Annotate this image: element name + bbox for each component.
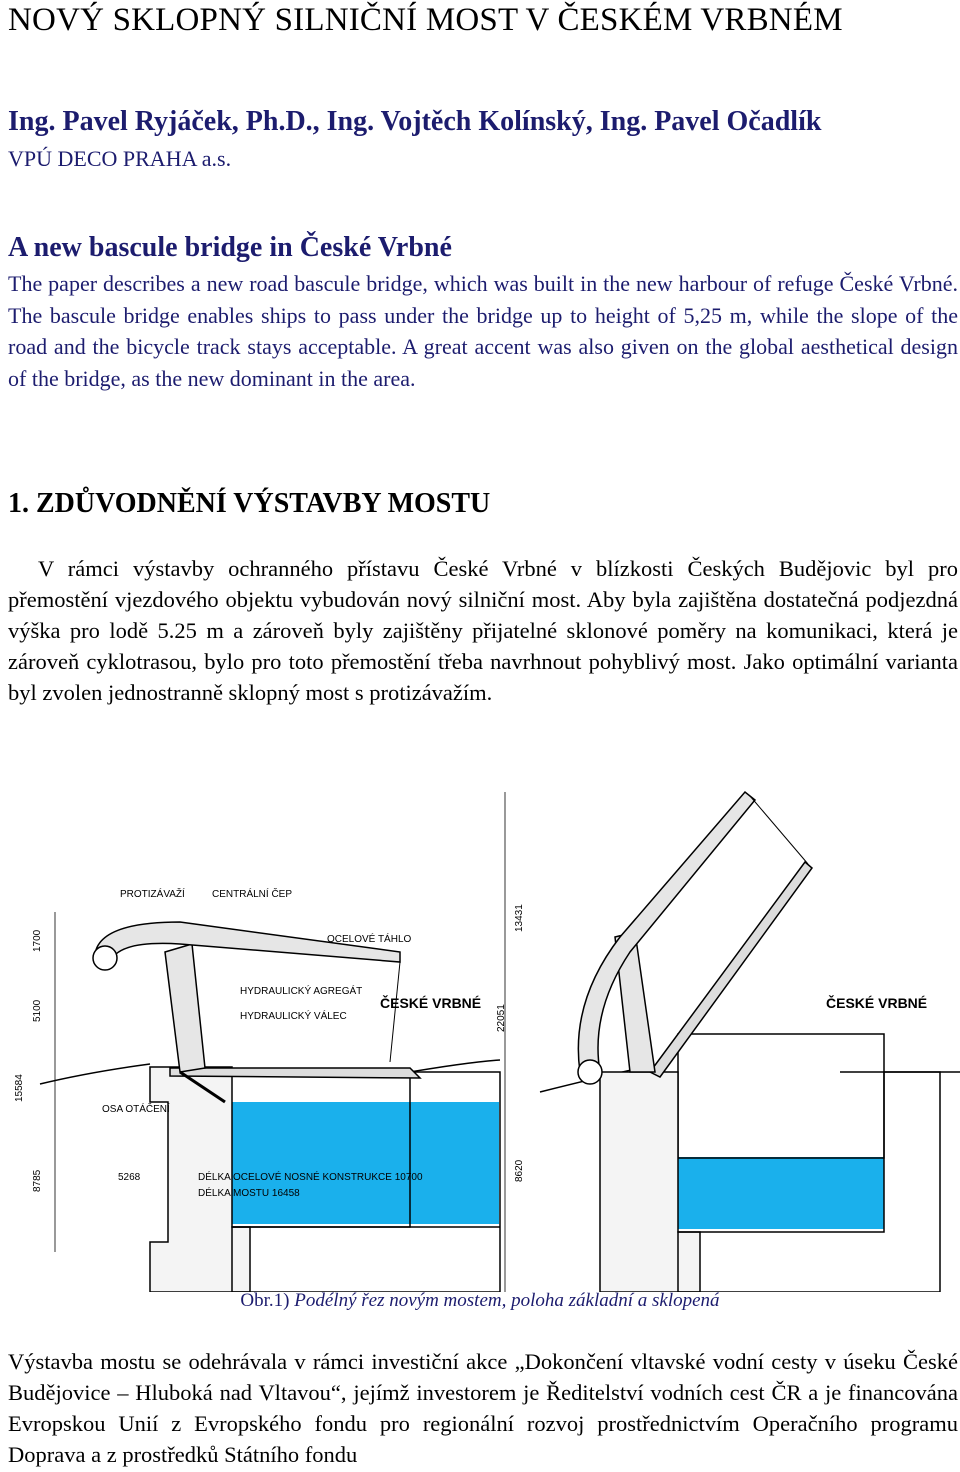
section-heading: 1. ZDŮVODNĚNÍ VÝSTAVBY MOSTU <box>8 488 491 519</box>
label-ocelove-tahlo: OCELOVÉ TÁHLO <box>327 934 412 945</box>
document-title: NOVÝ SKLOPNÝ SILNIČNÍ MOST V ČESKÉM VRBNÉM <box>8 2 843 38</box>
label-hydraulicky-valec: HYDRAULICKÝ VÁLEC <box>240 1011 347 1022</box>
label-delka-mostu: DÉLKA MOSTU 16458 <box>198 1188 300 1199</box>
dim-5100: 5100 <box>32 999 43 1022</box>
company: VPÚ DECO PRAHA a.s. <box>8 146 232 171</box>
figure-caption <box>0 1290 960 1312</box>
ground-right-left <box>410 1060 500 1072</box>
deck-left <box>170 1068 420 1078</box>
label-delka-konstrukce: DÉLKA OCELOVÉ NOSNÉ KONSTRUKCE 10700 <box>198 1172 423 1183</box>
tie-left <box>390 962 400 1062</box>
caption-prefix: Obr.1) <box>240 1290 290 1311</box>
dim-5268: 5268 <box>118 1172 141 1183</box>
counterweight-arm-right <box>578 792 755 1072</box>
water-left <box>231 1102 499 1224</box>
label-osa-otaceni: OSA OTÁČENÍ <box>102 1104 170 1115</box>
water-right <box>678 1157 884 1229</box>
counterweight-right <box>578 1060 602 1084</box>
authors: Ing. Pavel Ryjáček, Ph.D., Ing. Vojtěch Kolínský, Ing. Pavel Očadlík <box>8 106 822 137</box>
section2-paragraph: Výstavba mostu se odehrávala v rámci investiční akce „Dokončení vltavské vodní cesty v úseku České Budějovice – Hluboká nad Vltavou“, jejímž investorem je Ředitelství vodních cest ČR a je financována Evropskou Unií z Evropského fondu pro regionální rozvoj prostřednictvím Operačního programu Doprava a z prostředků Státního fondu <box>8 1349 958 1467</box>
label-ceske-vrbne-right: ČESKÉ VRBNÉ <box>826 995 928 1011</box>
dim-15584: 15584 <box>14 1074 25 1102</box>
counterweight-left <box>93 946 117 970</box>
label-protizavazi: PROTIZÁVAŽÍ <box>120 889 185 900</box>
dim-8620: 8620 <box>514 1159 525 1182</box>
abstract-title: A new bascule bridge in České Vrbné <box>8 232 452 263</box>
dim-22051: 22051 <box>496 1004 507 1032</box>
dim-13431: 13431 <box>514 904 525 932</box>
label-hydraulicky-agregat: HYDRAULICKÝ AGREGÁT <box>240 986 363 997</box>
section-paragraph: V rámci výstavby ochranného přístavu České Vrbné v blízkosti Českých Budějovic byl pro přemostění vjezdového objektu vybudován nový silniční most. Aby byla zajištěna dostatečná podjezdná výška pro lodě 5.25 m a zároveň byly zajištěny přijatelné sklonové poměry na komunikaci, která je zároveň cyklotrasou, bylo pro toto přemostění třeba navrhnout pohyblivý most. Jako optimální varianta byl zvolen jednostranně sklopný most s protizávažím. <box>8 556 958 705</box>
label-centralni-cep: CENTRÁLNÍ ČEP <box>212 889 293 900</box>
abstract-text: The paper describes a new road bascule bridge, which was built in the new harbour of refuge České Vrbné. The bascule bridge enables ships to pass under the bridge up to height of 5,25 m, while the slope of the road and the bicycle track stays acceptable. A great accent was also given on the global aesthetical design of the bridge, as the new dominant in the area. <box>8 271 958 391</box>
raised-clearance <box>678 1034 884 1158</box>
caption-text: Podélný řez novým mostem, poloha základní a sklopená <box>289 1290 720 1311</box>
dim-8785: 8785 <box>32 1169 43 1192</box>
bridge-figure <box>0 772 960 1292</box>
tower-left <box>165 944 205 1072</box>
dim-1700: 1700 <box>32 929 43 952</box>
bridge-drawing <box>0 772 960 1292</box>
tie-right <box>750 796 808 864</box>
label-ceske-vrbne-left: ČESKÉ VRBNÉ <box>380 995 482 1011</box>
ground-left <box>40 1064 150 1084</box>
